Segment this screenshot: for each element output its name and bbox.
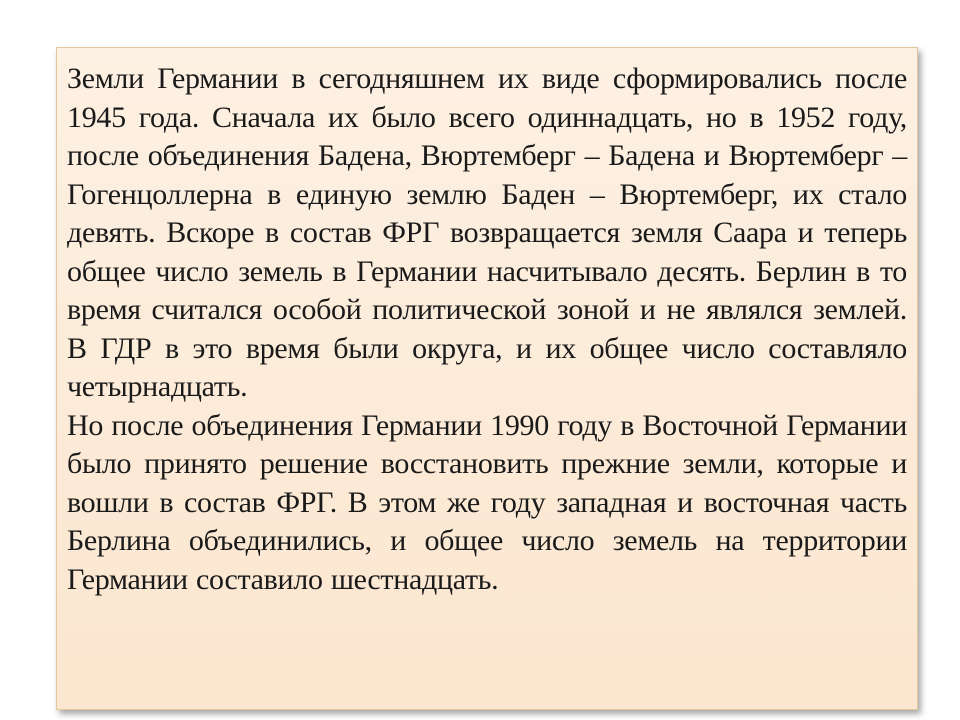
paragraph-1: Земли Германии в сегодняшнем их виде сформировались после 1945 года. Сначала их было всего одиннадцать, но в 1952 году, после объединения Бадена, Вюртемберг – Бадена и Вюртемберг – Гогенцоллерна в единую землю Баден – Вюртемберг, их стало девять. Вскоре в состав ФРГ возвращается земля Саара и теперь общее число земель в Германии насчитывало десять. Берлин в то время считался особой политической зоной и не являлся землей. В ГДР в это время были округа, и их общее число составляло четырнадцать. xyxy=(67,62,907,403)
paragraph-2: Но после объединения Германии 1990 году в Восточной Германии было принято решение восстановить прежние земли, которые и вошли в состав ФРГ. В этом же году западная и восточная часть Берлина объединились, и общее число земель на территории Германии составило шестнадцать. xyxy=(67,408,907,596)
text-box xyxy=(56,47,918,710)
